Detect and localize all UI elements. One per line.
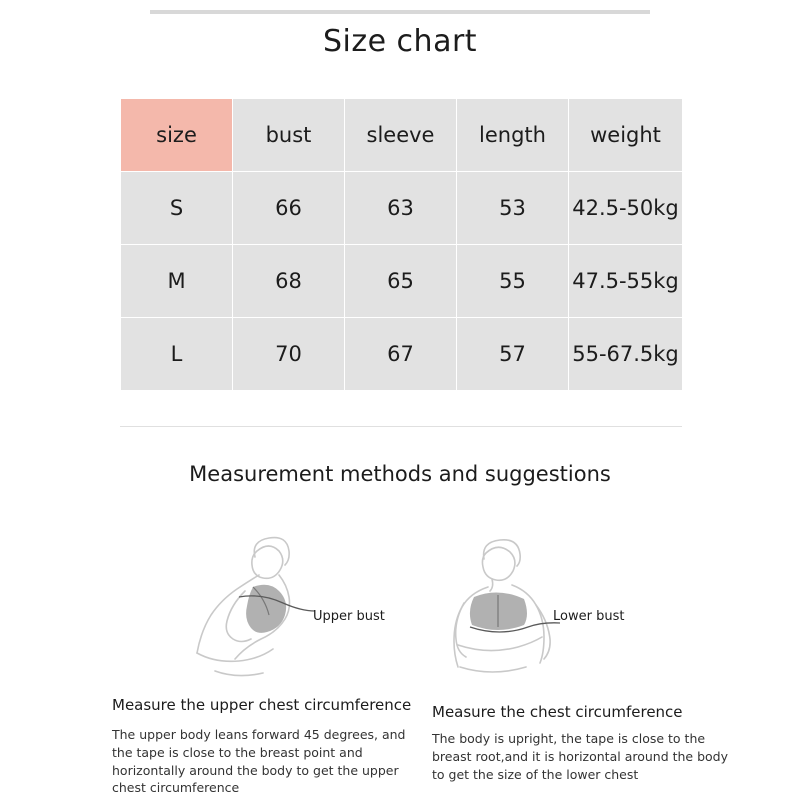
table-row	[121, 245, 683, 318]
cell-size: S	[121, 172, 233, 245]
measurement-panels	[0, 535, 800, 685]
cell-weight: 42.5-50kg	[569, 172, 683, 245]
cell-sleeve: 65	[345, 245, 457, 318]
cell-size: L	[121, 318, 233, 391]
top-accent-bar	[150, 10, 650, 14]
table-header-size: size	[121, 99, 233, 172]
caption-body-lower: The body is upright, the tape is close to the breast root,and it is horizontal around the body to get the size of the lower chest	[432, 731, 729, 782]
page-title: Size chart	[322, 24, 478, 59]
size-table	[120, 98, 683, 391]
cell-bust: 68	[233, 245, 345, 318]
cell-length: 55	[457, 245, 569, 318]
caption-heading-upper: Measure the upper chest circumference	[112, 696, 412, 714]
table-header-row	[121, 99, 683, 172]
table-header-length: length	[457, 99, 569, 172]
table-row	[121, 318, 683, 391]
caption-heading-lower: Measure the chest circumference	[432, 703, 683, 721]
table-header-bust: bust	[233, 99, 345, 172]
caption-body-upper: The upper body leans forward 45 degrees, and the tape is close to the breast point and horizontally around the body to get the upper chest circumference	[112, 727, 406, 796]
callout-upper-bust: Upper bust	[313, 609, 385, 624]
size-table-wrapper	[120, 98, 682, 391]
cell-weight: 55-67.5kg	[569, 318, 683, 391]
callout-lower-bust: Lower bust	[553, 609, 625, 624]
cell-length: 53	[457, 172, 569, 245]
cell-sleeve: 67	[345, 318, 457, 391]
table-header-sleeve: sleeve	[345, 99, 457, 172]
cell-bust: 66	[233, 172, 345, 245]
section-divider	[120, 426, 682, 427]
cell-bust: 70	[233, 318, 345, 391]
section-title: Measurement methods and suggestions	[189, 462, 611, 486]
table-header-weight: weight	[569, 99, 683, 172]
cell-length: 57	[457, 318, 569, 391]
table-row	[121, 172, 683, 245]
cell-sleeve: 63	[345, 172, 457, 245]
cell-weight: 47.5-55kg	[569, 245, 683, 318]
cell-size: M	[121, 245, 233, 318]
